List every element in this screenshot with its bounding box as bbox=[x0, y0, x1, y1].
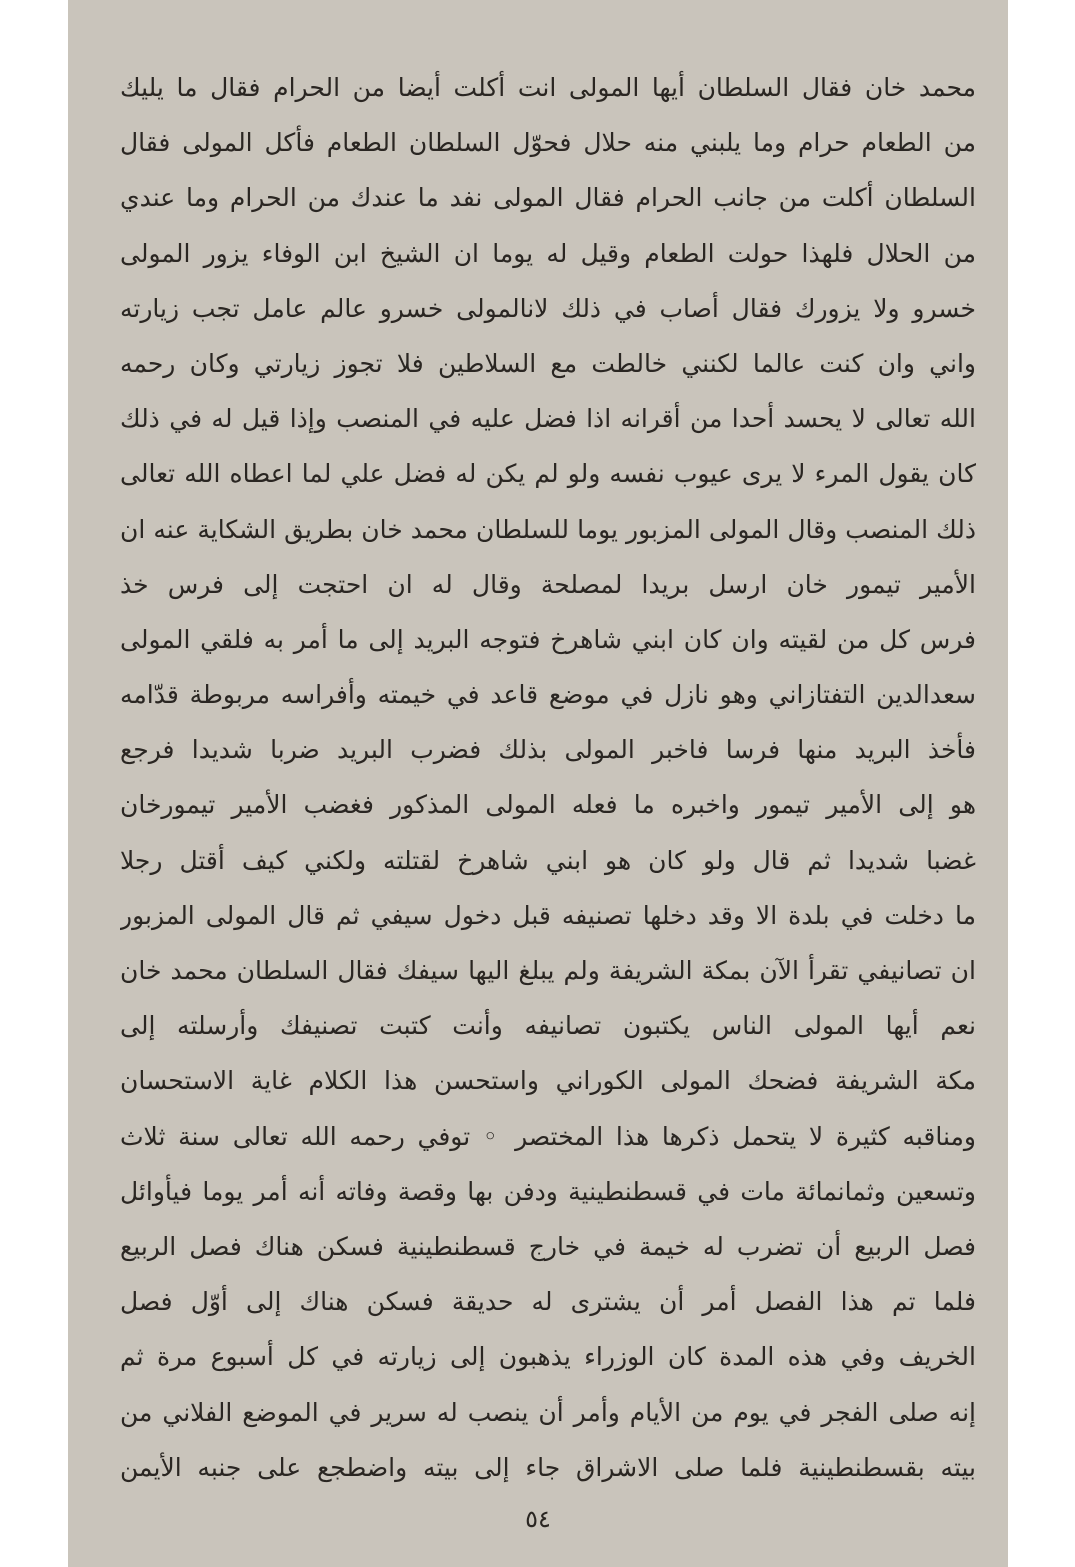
scanned-page bbox=[68, 0, 1008, 1567]
text-line: فرس كل من لقيته وان كان ابني شاهرخ فتوجه البريد إلى ما أمر به فلقي المولى bbox=[120, 624, 976, 654]
text-line: ذلك المنصب وقال المولى المزبور يوما للسلطان محمد خان بطريق الشكاية عنه ان bbox=[120, 514, 976, 544]
text-line: الأمير تيمور خان ارسل بريدا لمصلحة وقال له ان احتجت إلى فرس خذ bbox=[120, 569, 976, 599]
text-line: نعم أيها المولى الناس يكتبون تصانيفه وأنت كتبت تصنيفك وأرسلته إلى bbox=[120, 1011, 976, 1041]
text-line: مكة الشريفة فضحك المولى الكوراني واستحسن هذا الكلام غاية الاستحسان bbox=[120, 1066, 976, 1096]
text-line: فلما تم هذا الفصل أمر أن يشترى له حديقة فسكن هناك إلى أوّل فصل bbox=[120, 1287, 976, 1317]
text-line: ان تصانيفي تقرأ الآن بمكة الشريفة ولم يبلغ اليها سيفك فقال السلطان محمد خان bbox=[120, 956, 976, 985]
text-line: فأخذ البريد منها فرسا فاخبر المولى بذلك فضرب البريد ضربا شديدا فرجع bbox=[120, 735, 976, 765]
text-line: غضبا شديدا ثم قال ولو كان هو ابني شاهرخ لقتلته ولكني كيف أقتل رجلا bbox=[120, 845, 976, 875]
text-line: من الحلال فلهذا حولت الطعام وقيل له يوما ان الشيخ ابن الوفاء يزور المولى bbox=[120, 238, 976, 268]
text-line: إنه صلى الفجر في يوم من الأيام وأمر أن ينصب له سرير في الموضع الفلاني من bbox=[120, 1397, 976, 1427]
text-line: محمد خان فقال السلطان أيها المولى انت أكلت أيضا من الحرام فقال ما يليك bbox=[120, 73, 976, 102]
page-number: ٥٤ bbox=[525, 1505, 551, 1533]
text-line: من الطعام حرام وما يلبني منه حلال فحوّل السلطان الطعام فأكل المولى فقال bbox=[120, 128, 976, 158]
text-line: الله تعالى لا يحسد أحدا من أقرانه اذا فضل عليه في المنصب وإذا قيل له في ذلك bbox=[120, 404, 976, 434]
text-line: خسرو ولا يزورك فقال أصاب في ذلك لانالمولى خسرو عالم عامل تجب زيارته bbox=[120, 293, 976, 323]
text-line: فصل الربيع أن تضرب له خيمة في خارج قسطنطينية فسكن هناك فصل الربيع bbox=[120, 1231, 976, 1261]
text-line: كان يقول المرء لا يرى عيوب نفسه ولو لم يكن له فضل علي لما اعطاه الله تعالى bbox=[120, 459, 976, 489]
text-line: ومناقبه كثيرة لا يتحمل ذكرها هذا المختصر ◦ توفي رحمه الله تعالى سنة ثلاث bbox=[120, 1121, 976, 1151]
text-line: سعدالدين التفتازاني وهو نازل في موضع قاعد في خيمته وأفراسه مربوطة قدّامه bbox=[120, 680, 976, 710]
text-line: هو إلى الأمير تيمور واخبره ما فعله المولى المذكور فغضب الأمير تيمورخان bbox=[120, 790, 976, 820]
text-line: الخريف وفي هذه المدة كان الوزراء يذهبون إلى زيارته في كل أسبوع مرة ثم bbox=[120, 1342, 976, 1372]
text-line: واني وان كنت عالما لكنني خالطت مع السلاطين فلا تجوز زيارتي وكان رحمه bbox=[120, 348, 976, 378]
text-line: السلطان أكلت من جانب الحرام فقال المولى نفد ما عندك من الحرام وما عندي bbox=[120, 183, 976, 213]
text-line: ما دخلت في بلدة الا وقد دخلها تصنيفه قبل دخول سيفي ثم قال المولى المزبور bbox=[120, 900, 976, 930]
body-text bbox=[120, 60, 976, 1495]
text-line: بيته بقسطنطينية فلما صلى الاشراق جاء إلى بيته واضطجع على جنبه الأيمن bbox=[120, 1452, 976, 1482]
text-line: وتسعين وثمانمائة مات في قسطنطينية ودفن بها وقصة وفاته أنه أمر يوما فيأوائل bbox=[120, 1176, 976, 1206]
